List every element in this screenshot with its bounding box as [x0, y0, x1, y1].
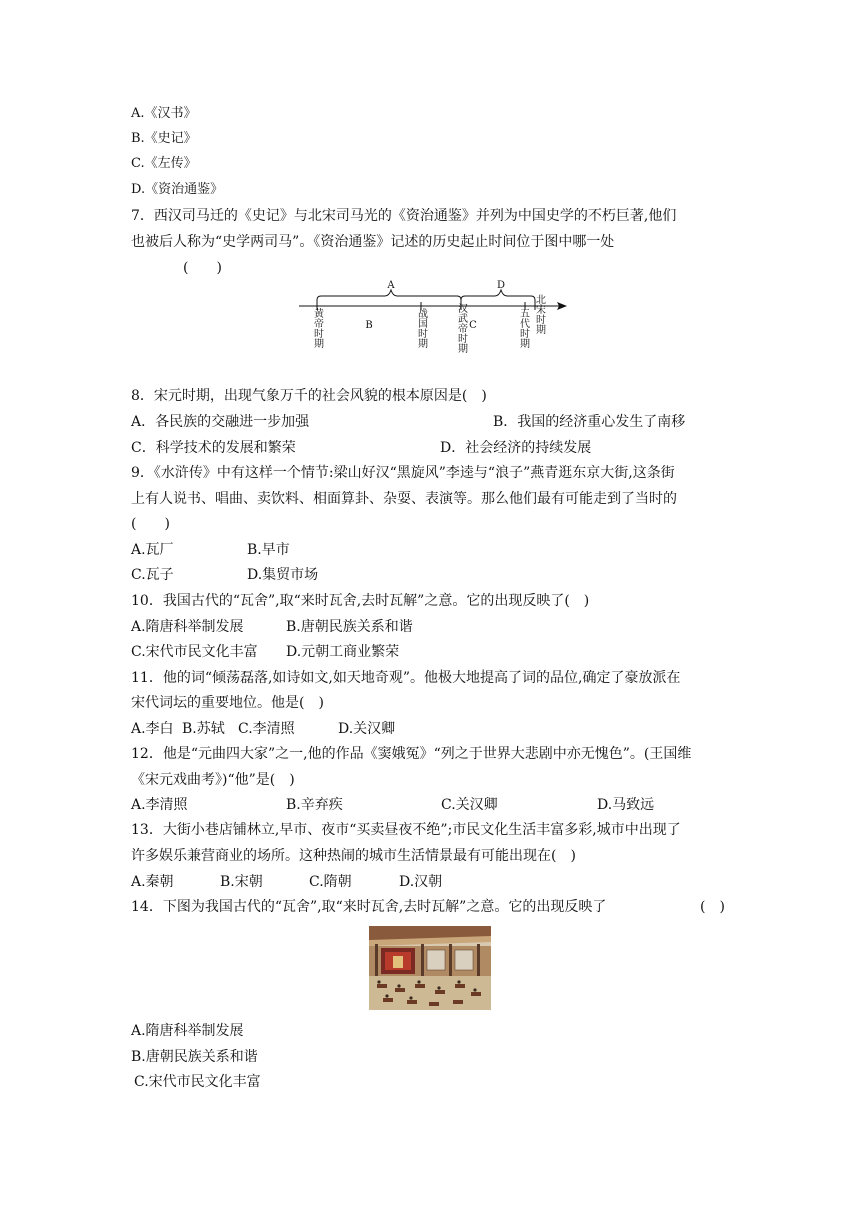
q7-stem-line1: 7．西汉司马迁的《史记》与北宋司马光的《资治通鉴》并列为中国史学的不朽巨著,他们 — [131, 208, 677, 224]
q11-stem-line1: 11．他的词“倾荡磊落,如诗如文,如天地奇观”。他极大地提高了词的品位,确定了豪放派在 — [131, 670, 681, 686]
brace-label-a: A — [387, 280, 395, 291]
period-hanwudi: 汉武帝时期 — [455, 303, 467, 353]
brace-d — [461, 290, 535, 306]
period-wudai: 五代时期 — [517, 308, 529, 348]
q9-option-c: C.瓦子 — [131, 567, 174, 583]
q8-option-c: C．科学技术的发展和繁荣 — [131, 440, 296, 456]
q10-option-c: C.宋代市民文化丰富 — [131, 644, 258, 660]
q9-stem-line3: ( ) — [131, 516, 170, 532]
q13-stem-line2: 许多娱乐兼营商业的场所。这种热闹的城市生活情景最有可能出现在( ) — [131, 848, 576, 864]
q12-option-d: D.马致远 — [597, 797, 655, 813]
q11-option-b: B.苏轼 — [182, 721, 225, 737]
q12-option-a: A.李清照 — [131, 797, 188, 813]
period-huangdi: 黄帝时期 — [311, 308, 323, 348]
q6-option-d: D.《资治通鉴》 — [131, 182, 224, 197]
q9-stem-line2: 上有人说书、唱曲、卖饮料、相面算卦、杂耍、表演等。那么他们最有可能走到了当时的 — [131, 491, 677, 507]
q13-option-b: B.宋朝 — [220, 874, 263, 890]
tick-label-b: B — [365, 320, 373, 331]
q8-option-d: D．社会经济的持续发展 — [440, 440, 592, 456]
q8-option-b: B．我国的经济重心发生了南移 — [493, 414, 686, 430]
tick-label-c: C — [469, 320, 477, 331]
q7-answer-blank: ( ) — [183, 260, 222, 276]
q10-stem: 10．我国古代的“瓦舍”,取“来时瓦舍,去时瓦解”之意。它的出现反映了( ) — [131, 593, 590, 609]
q7-timeline-diagram — [297, 278, 572, 388]
q10-option-b: B.唐朝民族关系和谐 — [286, 619, 413, 635]
q10-option-d: D.元朝工商业繁荣 — [286, 644, 400, 660]
period-zhanguo: 战国时期 — [415, 308, 427, 348]
q13-option-a: A.秦朝 — [131, 874, 174, 890]
q6-option-a: A.《汉书》 — [131, 106, 197, 121]
brace-a — [317, 290, 461, 306]
q11-option-a: A.李白 — [131, 721, 174, 737]
q6-option-c: C.《左传》 — [131, 156, 197, 171]
q12-stem-line1: 12．他是“元曲四大家”之一,他的作品《窦娥冤》“列之于世界大悲剧中亦无愧色”。(王国维 — [131, 746, 692, 762]
q8-option-a: A．各民族的交融进一步加强 — [131, 414, 310, 430]
q14-option-b: B.唐朝民族关系和谐 — [131, 1049, 258, 1065]
q9-stem-line1: 9．《水浒传》中有这样一个情节:梁山好汉“黑旋风”李逵与“浪子”燕青逛东京大街,这条街 — [131, 465, 675, 481]
q10-option-a: A.隋唐科举制发展 — [131, 619, 244, 635]
q14-option-c: C.宋代市民文化丰富 — [134, 1074, 261, 1090]
q11-option-c: C.李清照 — [238, 721, 295, 737]
wash-theater-illustration — [369, 926, 491, 1010]
q14-answer-blank: ( ) — [700, 899, 725, 915]
q8-stem: 8．宋元时期，出现气象万千的社会风貌的根本原因是( ) — [131, 388, 487, 404]
q11-option-d: D.关汉卿 — [338, 721, 396, 737]
q12-option-c: C.关汉卿 — [441, 797, 498, 813]
q9-option-d: D.集贸市场 — [247, 567, 319, 583]
period-beisong: 北宋时期 — [533, 294, 545, 334]
q9-option-a: A.瓦厂 — [131, 542, 174, 558]
q6-option-b: B.《史记》 — [131, 131, 197, 146]
q11-stem-line2: 宋代词坛的重要地位。他是( ) — [131, 695, 324, 711]
q13-option-d: D.汉朝 — [399, 874, 443, 890]
q12-stem-line2: 《宋元戏曲考》)“他”是( ) — [131, 772, 295, 788]
q14-option-a: A.隋唐科举制发展 — [131, 1023, 244, 1039]
q9-option-b: B.早市 — [247, 542, 290, 558]
q13-stem-line1: 13．大街小巷店铺林立,早市、夜市“买卖昼夜不绝”;市民文化生活丰富多彩,城市中出现了 — [131, 822, 681, 838]
q13-option-c: C.隋朝 — [309, 874, 352, 890]
q12-option-b: B.辛弃疾 — [286, 797, 343, 813]
q14-stem: 14．下图为我国古代的“瓦舍”,取“来时瓦舍,去时瓦解”之意。它的出现反映了 — [131, 899, 607, 915]
q7-stem-line2: 也被后人称为“史学两司马”。《资治通鉴》记述的历史起止时间位于图中哪一处 — [131, 234, 615, 250]
brace-label-d: D — [496, 280, 506, 291]
